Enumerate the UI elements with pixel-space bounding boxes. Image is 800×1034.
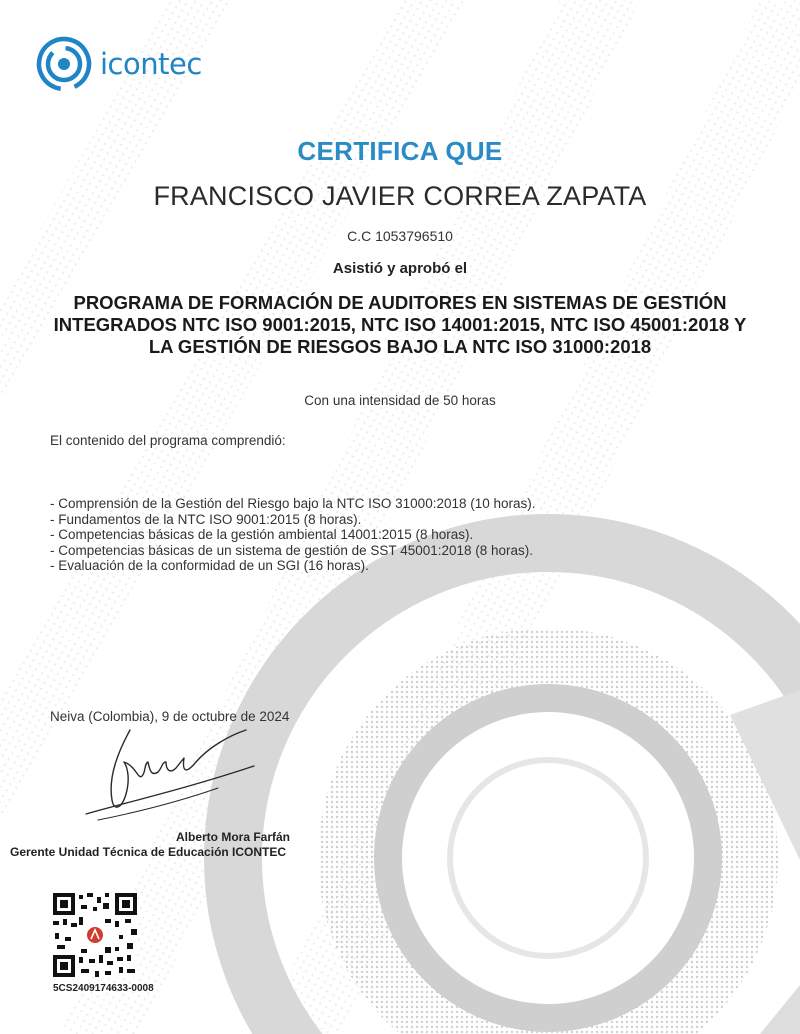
signature-scribble-icon	[78, 722, 258, 822]
qr-code-icon[interactable]	[53, 893, 137, 977]
certificate-heading: CERTIFICA QUE	[297, 136, 503, 166]
signer-name: Alberto Mora Farfán	[175, 830, 290, 844]
program-title-line: LA GESTIÓN DE RIESGOS BAJO LA NTC ISO 31000:2018	[148, 336, 652, 357]
icontec-logo	[36, 36, 202, 92]
list-item: - Competencias básicas de la gestión ambiental 14001:2015 (8 horas).	[50, 527, 474, 542]
list-item: - Comprensión de la Gestión del Riesgo bajo la NTC ISO 31000:2018 (10 horas).	[50, 496, 536, 511]
module-list	[50, 496, 536, 574]
list-item: - Evaluación de la conformidad de un SGI (16 horas).	[50, 558, 369, 573]
program-title-line: INTEGRADOS NTC ISO 9001:2015, NTC ISO 14001:2015, NTC ISO 45001:2018 Y	[53, 314, 747, 335]
program-intensity: Con una intensidad de 50 horas	[304, 393, 496, 408]
content-intro: El contenido del programa comprendió:	[50, 433, 286, 448]
recipient-name: FRANCISCO JAVIER CORREA ZAPATA	[153, 181, 647, 211]
list-item: - Fundamentos de la NTC ISO 9001:2015 (8 horas).	[50, 511, 362, 527]
certificate-code: 5CS2409174633-0008	[53, 983, 154, 994]
logo-wordmark: icontec	[100, 47, 202, 81]
attended-statement: Asistió y aprobó el	[332, 260, 468, 277]
program-title-line: PROGRAMA DE FORMACIÓN DE AUDITORES EN SISTEMAS DE GESTIÓN	[73, 292, 727, 313]
place-and-date: Neiva (Colombia), 9 de octubre de 2024	[50, 709, 290, 724]
list-item: - Competencias básicas de un sistema de gestión de SST 45001:2018 (8 horas).	[50, 542, 534, 558]
concentric-circles-icon	[36, 36, 92, 92]
program-title	[30, 292, 770, 358]
recipient-id-number: C.C 1053796510	[347, 228, 453, 244]
signer-role: Gerente Unidad Técnica de Educación ICONTEC	[10, 845, 287, 859]
